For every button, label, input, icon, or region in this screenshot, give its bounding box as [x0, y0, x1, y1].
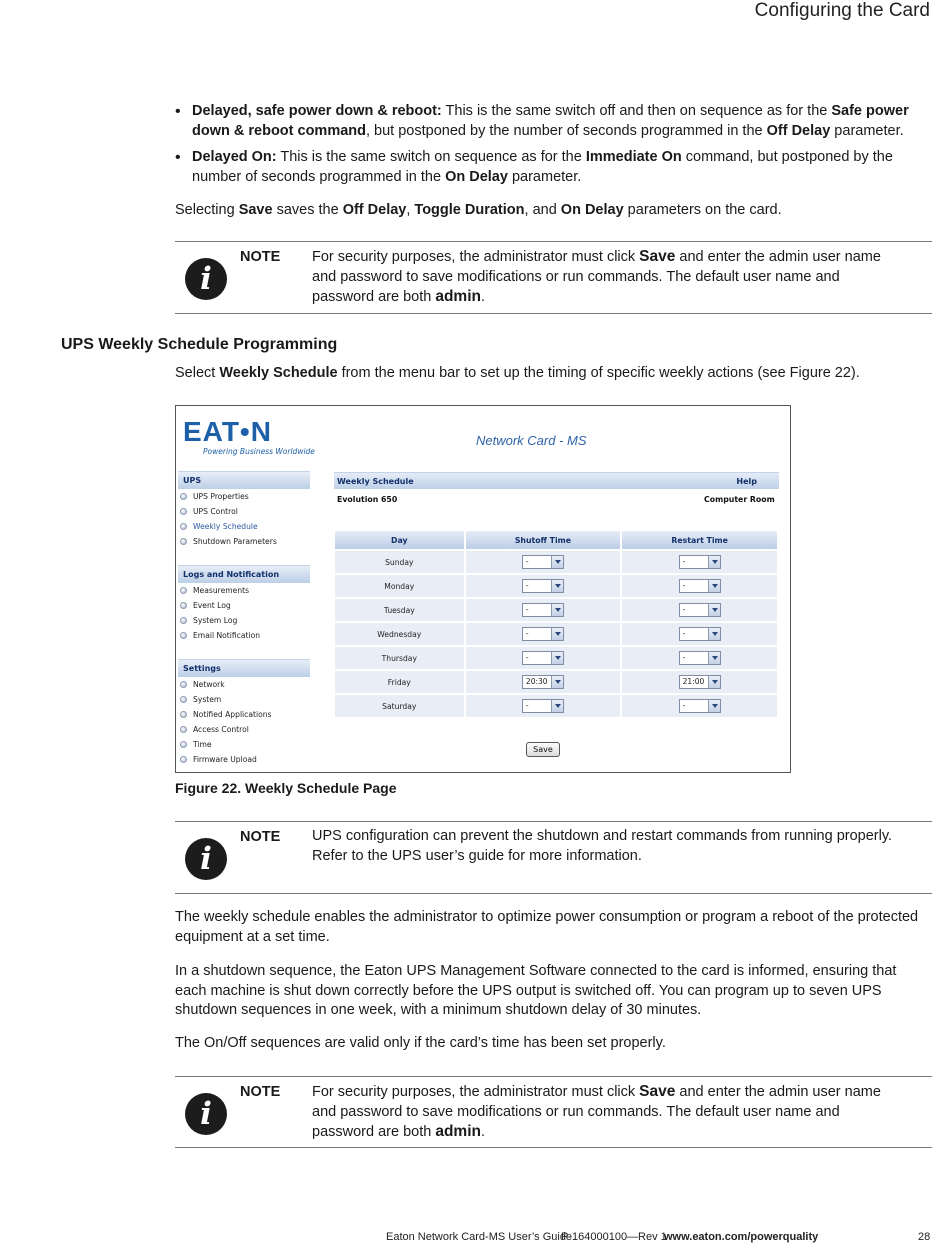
- intro-paragraph: Select Weekly Schedule from the menu bar to set up the timing of specific weekly actions (see Figure 22).: [175, 365, 860, 381]
- note-text: UPS configuration can prevent the shutdown and restart commands from running properly. Refer to the UPS user’s guide for more information.: [312, 828, 893, 864]
- schedule-table: [333, 529, 779, 719]
- bullet-icon: [180, 602, 187, 609]
- shutoff-time-select[interactable]: -: [522, 579, 564, 593]
- bullet-icon: [180, 756, 187, 763]
- bullet-icon: [180, 538, 187, 545]
- bullet-icon: [180, 523, 187, 530]
- note-ups-configuration: [175, 821, 932, 894]
- sidebar-item-access-control[interactable]: Access Control: [180, 725, 249, 734]
- sidebar-item-email-notification[interactable]: Email Notification: [180, 631, 260, 640]
- dropdown-arrow-icon: [708, 580, 720, 592]
- table-row: [335, 623, 777, 645]
- section-title: UPS Weekly Schedule Programming: [61, 336, 338, 353]
- column-header-day: Day: [335, 531, 464, 549]
- panel-title: Weekly Schedule: [337, 477, 414, 486]
- bullet-icon: [180, 617, 187, 624]
- bullet-icon: [180, 681, 187, 688]
- shutoff-time-select[interactable]: -: [522, 699, 564, 713]
- bullet-delayed-on: • Delayed On: This is the same switch on sequence as for the Immediate On command, but postponed by the number of seconds programmed in the On Delay parameter.: [175, 148, 935, 187]
- info-icon: [185, 258, 227, 300]
- shutdown-sequence-paragraph: In a shutdown sequence, the Eaton UPS Management Software connected to the card is informed, ensuring that each machine is shut down correctly before the UPS output is switched off. You can program up to seven UPS shutdown sequences in one week, with a minimum shutdown delay of 30 minutes.: [175, 963, 897, 1018]
- app-title: Network Card - MS: [476, 433, 587, 448]
- table-row: [335, 695, 777, 717]
- info-icon: [185, 838, 227, 880]
- info-icon: [185, 1093, 227, 1135]
- table-row: [335, 575, 777, 597]
- logo-tagline: Powering Business Worldwide: [203, 447, 315, 456]
- bullet-icon: [180, 696, 187, 703]
- help-link[interactable]: Help: [736, 477, 757, 486]
- shutoff-time-select[interactable]: -: [522, 651, 564, 665]
- weekly-schedule-screenshot: [175, 405, 791, 773]
- restart-time-select[interactable]: -: [679, 555, 721, 569]
- column-header-restart: Restart Time: [622, 531, 777, 549]
- bullet-list: [175, 102, 935, 194]
- restart-time-select[interactable]: -: [679, 627, 721, 641]
- restart-time-select[interactable]: -: [679, 651, 721, 665]
- sidebar-head-ups: UPS: [178, 471, 310, 489]
- save-button[interactable]: Save: [526, 742, 560, 757]
- day-cell: Wednesday: [335, 623, 464, 645]
- shutoff-time-select[interactable]: 20:30: [522, 675, 564, 689]
- dropdown-arrow-icon: [551, 556, 563, 568]
- sidebar-item-ups-properties[interactable]: UPS Properties: [180, 492, 249, 501]
- restart-time-select[interactable]: -: [679, 699, 721, 713]
- sidebar-head-settings: Settings: [178, 659, 310, 677]
- dropdown-arrow-icon: [708, 604, 720, 616]
- day-cell: Monday: [335, 575, 464, 597]
- dropdown-arrow-icon: [551, 628, 563, 640]
- footer-doc-number: P-164000100—Rev 1: [561, 1231, 667, 1243]
- page-number: 28: [918, 1231, 931, 1243]
- note-text: For security purposes, the administrator must click Save and enter the admin user name and password to save modifications or run commands. The default user name and password are both admin.: [312, 248, 881, 305]
- panel-header: [334, 472, 779, 489]
- note-label: NOTE: [240, 249, 281, 265]
- sidebar-item-weekly-schedule[interactable]: Weekly Schedule: [180, 522, 258, 531]
- bullet-icon: [180, 726, 187, 733]
- shutoff-time-select[interactable]: -: [522, 555, 564, 569]
- table-row: [335, 551, 777, 573]
- device-name: Evolution 650: [337, 495, 398, 504]
- sidebar-item-notified-applications[interactable]: Notified Applications: [180, 710, 272, 719]
- dropdown-arrow-icon: [551, 652, 563, 664]
- shutoff-time-select[interactable]: -: [522, 603, 564, 617]
- restart-time-select[interactable]: -: [679, 579, 721, 593]
- bullet-icon: [180, 587, 187, 594]
- dropdown-arrow-icon: [708, 652, 720, 664]
- restart-time-select[interactable]: 21:00: [679, 675, 721, 689]
- sidebar-item-system[interactable]: System: [180, 695, 221, 704]
- dropdown-arrow-icon: [551, 700, 563, 712]
- note-security-2: [175, 1076, 932, 1148]
- sidebar-item-system-log[interactable]: System Log: [180, 616, 237, 625]
- table-row: [335, 647, 777, 669]
- running-head: Configuring the Card: [754, 0, 930, 21]
- dropdown-arrow-icon: [551, 676, 563, 688]
- note-security-1: [175, 241, 932, 314]
- column-header-shutoff: Shutoff Time: [466, 531, 621, 549]
- note-text: For security purposes, the administrator must click Save and enter the admin user name and password to save modifications or run commands. The default user name and password are both admin.: [312, 1083, 881, 1140]
- bullet-icon: [180, 508, 187, 515]
- note-label: NOTE: [240, 1084, 281, 1100]
- footer-url[interactable]: www.eaton.com/powerquality: [664, 1231, 819, 1243]
- sidebar-item-time[interactable]: Time: [180, 740, 212, 749]
- sidebar-item-shutdown-parameters[interactable]: Shutdown Parameters: [180, 537, 277, 546]
- day-cell: Saturday: [335, 695, 464, 717]
- bullet-delayed-safe-power-down: • Delayed, safe power down & reboot: This is the same switch off and then on sequence as for the Safe power down & reboot command, but postponed by the number of seconds programmed in the Off Delay parameter.: [175, 102, 935, 141]
- restart-time-select[interactable]: -: [679, 603, 721, 617]
- day-cell: Thursday: [335, 647, 464, 669]
- day-cell: Sunday: [335, 551, 464, 573]
- table-row: [335, 599, 777, 621]
- dropdown-arrow-icon: [551, 580, 563, 592]
- dropdown-arrow-icon: [551, 604, 563, 616]
- sidebar-item-firmware-upload[interactable]: Firmware Upload: [180, 755, 257, 764]
- day-cell: Friday: [335, 671, 464, 693]
- bullet-icon: [180, 711, 187, 718]
- dropdown-arrow-icon: [708, 676, 720, 688]
- sidebar-item-network[interactable]: Network: [180, 680, 225, 689]
- note-label: NOTE: [240, 829, 281, 845]
- device-location: Computer Room: [704, 495, 775, 504]
- sidebar-head-logs: Logs and Notification: [178, 565, 310, 583]
- sidebar-item-event-log[interactable]: Event Log: [180, 601, 231, 610]
- on-off-paragraph: The On/Off sequences are valid only if the card’s time has been set properly.: [175, 1035, 666, 1051]
- footer-guide: Eaton Network Card-MS User’s Guide: [386, 1231, 573, 1243]
- sidebar-item-measurements[interactable]: Measurements: [180, 586, 249, 595]
- dropdown-arrow-icon: [708, 628, 720, 640]
- dropdown-arrow-icon: [708, 556, 720, 568]
- bullet-icon: [180, 741, 187, 748]
- day-cell: Tuesday: [335, 599, 464, 621]
- selecting-save-paragraph: Selecting Save saves the Off Delay, Toggle Duration, and On Delay parameters on the card.: [175, 202, 782, 218]
- shutoff-time-select[interactable]: -: [522, 627, 564, 641]
- table-row: [335, 671, 777, 693]
- weekly-schedule-paragraph: The weekly schedule enables the administrator to optimize power consumption or program a reboot of the protected equipment at a set time.: [175, 909, 919, 945]
- dropdown-arrow-icon: [708, 700, 720, 712]
- figure-caption: Figure 22. Weekly Schedule Page: [175, 780, 397, 796]
- bullet-icon: [180, 632, 187, 639]
- bullet-icon: [180, 493, 187, 500]
- sidebar-item-ups-control[interactable]: UPS Control: [180, 507, 238, 516]
- eaton-logo: EAT•N: [183, 416, 272, 447]
